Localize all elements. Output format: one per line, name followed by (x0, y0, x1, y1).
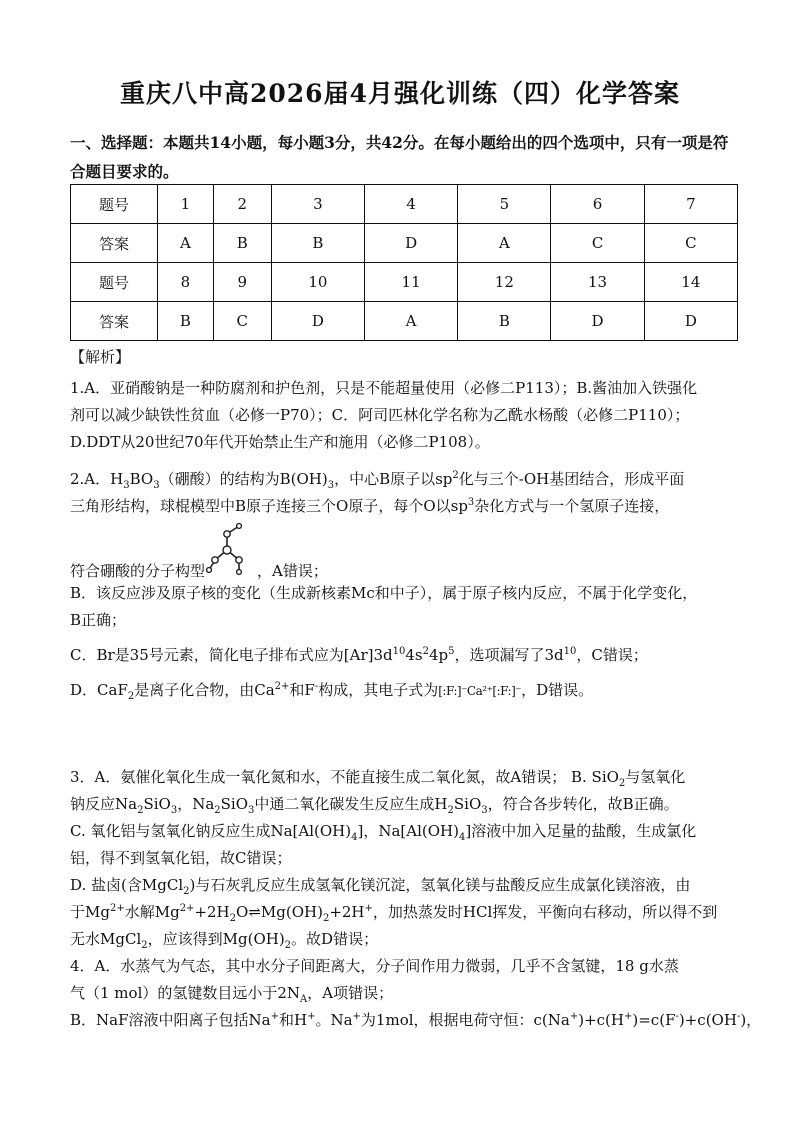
q2-line-1: 2.A．$H_3BO_3$（硼酸）的结构为$B(OH)_3$，中心B原子以$sp^2$化与三个-OH基团结合，形成平面 (70, 470, 685, 491)
q1-explanation (70, 375, 738, 456)
caf2-electron-formula: [:F:]⁻Ca²⁺[:F:]⁻ (438, 684, 522, 698)
table-cell: 2 (213, 185, 271, 224)
table-row-header: 答案 (71, 224, 158, 263)
table-row (71, 263, 738, 302)
table-row (71, 224, 738, 263)
q2-explanation (70, 466, 738, 705)
q3-explanation (70, 764, 738, 953)
table-cell: 14 (644, 263, 737, 302)
q1-line-3: D.DDT从20世纪70年代开始禁止生产和施用（必修二P108）。 (70, 433, 490, 451)
table-cell: 9 (213, 263, 271, 302)
q3-a-line-1: 3．A．氨催化氧化生成一氧化氮和水，不能直接生成二氧化氮，故A错误； B. SiO$_2$与氢氧化 (70, 768, 686, 789)
table-cell: A (158, 224, 214, 263)
q3-d-line-1: D. 盐卤(含MgCl$_2$)与石灰乳反应生成氢氧化镁沉淀，氢氧化镁与盐酸反应生成氯化镁溶液，由 (70, 876, 691, 897)
q4-a-line-1: 4．A．水蒸气为气态，其中水分子间距离大，分子间作用力微弱，几乎不含氢键，18 g水蒸 (70, 957, 679, 975)
q1-line-2: 剂可以减少缺铁性贫血（必修一P70）；C．阿司匹林化学名称为乙酰水杨酸（必修二P110）； (70, 406, 690, 424)
table-cell: 1 (158, 185, 214, 224)
q3-c-line-1: C. 氧化铝与氢氧化钠反应生成$Na[Al(OH)_4]$，$Na[Al(OH)_4]$溶液中加入足量的盐酸，生成氯化 (70, 822, 697, 843)
table-cell: 3 (271, 185, 364, 224)
q3-c-line-2: 铝，得不到氢氧化铝，故C错误； (70, 849, 292, 867)
table-cell: C (644, 224, 737, 263)
table-cell: 7 (644, 185, 737, 224)
table-row-header: 题号 (71, 185, 158, 224)
table-cell: A (364, 302, 457, 341)
table-cell: A (458, 224, 551, 263)
q4-explanation (70, 953, 762, 1034)
table-cell: 11 (364, 263, 457, 302)
q2-line-2: 三角形结构，球棍模型中B原子连接三个O原子，每个O以$sp^3$杂化方式与一个氢原子连接， (70, 497, 670, 515)
table-cell: B (458, 302, 551, 341)
table-cell: 13 (551, 263, 644, 302)
analysis-label: 【解析】 (70, 348, 131, 366)
q1-line-1: 1.A．亚硝酸钠是一种防腐剂和护色剂，只是不能超量使用（必修二P113）；B.酱油加入铁强化 (70, 379, 698, 397)
table-cell: C (213, 302, 271, 341)
table-cell: D (271, 302, 364, 341)
q2-b-line-1: B．该反应涉及原子核的变化（生成新核素Mc和中子），属于原子核内反应，不属于化学变化， (70, 584, 698, 602)
table-cell: 8 (158, 263, 214, 302)
table-cell: 6 (551, 185, 644, 224)
page-title: 重庆八中高2026届4月强化训练（四）化学答案 (120, 79, 680, 108)
q3-d-line-3: 无水MgCl$_2$，应该得到$Mg(OH)_2$。故D错误； (70, 930, 379, 951)
q2-c-line: C．Br是35号元素，简化电子排布式应为$[Ar]3d^{10}4s^24p^5$，选项漏写了$3d^{10}$，C错误； (70, 646, 648, 664)
q2-b-line-2: B正确； (70, 611, 127, 629)
table-cell: D (364, 224, 457, 263)
table-cell: B (271, 224, 364, 263)
q4-a-line-2: 气（1 mol）的氢键数目远小于$2N_A$，A项错误； (70, 984, 394, 1005)
table-cell: 12 (458, 263, 551, 302)
table-row (71, 302, 738, 341)
table-cell: B (213, 224, 271, 263)
table-cell: B (158, 302, 214, 341)
table-cell: D (551, 302, 644, 341)
table-row-header: 答案 (71, 302, 158, 341)
q2-d-line: D．CaF$_2$是离子化合物，由$Ca^{2+}$和F-构成，其电子式为[:F:]⁻Ca²⁺[:F:]⁻，D错误。 (70, 677, 738, 705)
table-cell: D (644, 302, 737, 341)
table-cell: 5 (458, 185, 551, 224)
table-cell: 10 (271, 263, 364, 302)
table-cell: 4 (364, 185, 457, 224)
answer-table (70, 184, 738, 341)
q3-a-line-2: 钠反应$Na_2SiO_3$，$Na_2SiO_3$中通二氧化碳发生反应生成$H_2SiO_3$，符合各步转化，故B正确。 (70, 795, 679, 816)
table-row-header: 题号 (71, 263, 158, 302)
section-heading: 一、选择题：本题共14小题，每小题3分，共42分。在每小题给出的四个选项中，只有一项是符合题目要求的。 (70, 133, 729, 181)
q3-d-line-2: 于$Mg^{2+}$水解$Mg^{2+}+2H_2O\rightleftharpoons Mg(OH)_2+2H^+$，加热蒸发时HCl挥发，平衡向右移动，所以得不到 (70, 903, 718, 924)
q4-b-line-1: B．NaF溶液中阳离子包括Na+和H+。Na+为1mol，根据电荷守恒：c(Na+)+c(H+)=c(F-)+c(OH-)， (70, 1011, 762, 1029)
table-row (71, 185, 738, 224)
table-cell: C (551, 224, 644, 263)
q2-line-3: 符合硼酸的分子构型 ，A错误； (70, 520, 738, 580)
